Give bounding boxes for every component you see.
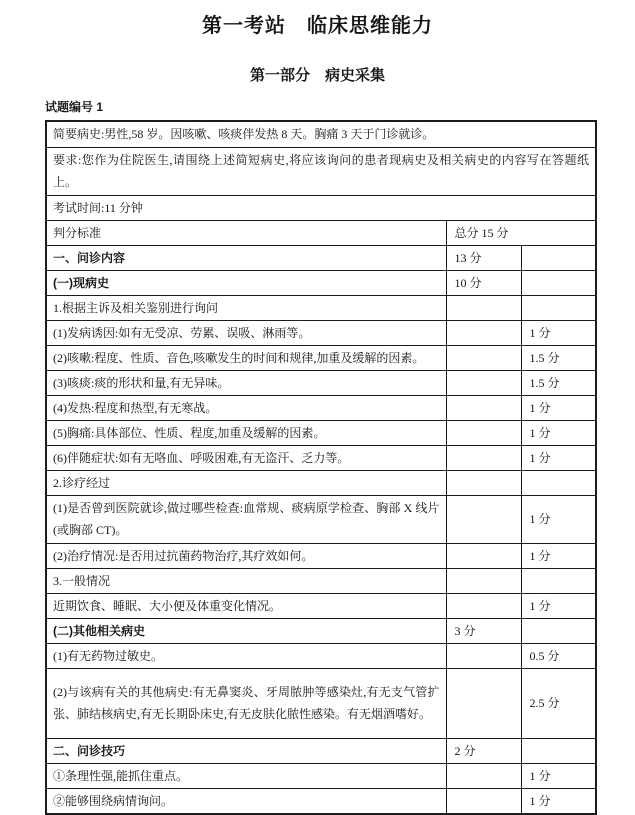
section-score	[446, 445, 521, 470]
criterion-text: (二)其他相关病史	[46, 618, 446, 643]
section-score	[446, 568, 521, 593]
criterion-text: ①条理性强,能抓住重点。	[46, 763, 446, 788]
item-score: 1 分	[521, 445, 596, 470]
section-score	[446, 788, 521, 814]
table-row	[46, 470, 596, 495]
item-score: 1 分	[521, 763, 596, 788]
table-row	[46, 763, 596, 788]
exam-time-text: 考试时间:11 分钟	[46, 195, 596, 220]
requirement-text: 要求:您作为住院医生,请围绕上述简短病史,将应该询问的患者现病史及相关病史的内容写在答题纸上。	[46, 147, 596, 195]
table-row	[46, 395, 596, 420]
item-score	[521, 270, 596, 295]
criterion-text: (6)伴随症状:如有无咯血、呼吸困难,有无盗汗、乏力等。	[46, 445, 446, 470]
criterion-text: (2)治疗情况:是否用过抗菌药物治疗,其疗效如何。	[46, 543, 446, 568]
section-score	[446, 370, 521, 395]
item-score	[521, 470, 596, 495]
criteria-header-label: 判分标准	[46, 220, 446, 245]
section-score: 13 分	[446, 245, 521, 270]
table-row	[46, 668, 596, 738]
section-score: 10 分	[446, 270, 521, 295]
section-score	[446, 395, 521, 420]
item-score: 1 分	[521, 395, 596, 420]
criterion-text: (1)发病诱因:如有无受凉、劳累、误吸、淋雨等。	[46, 320, 446, 345]
section-score	[446, 320, 521, 345]
item-score: 1 分	[521, 593, 596, 618]
criterion-text: 一、问诊内容	[46, 245, 446, 270]
section-score	[446, 668, 521, 738]
table-row-brief-history	[46, 121, 596, 147]
section-score	[446, 643, 521, 668]
table-row-header	[46, 220, 596, 245]
criterion-text: 二、问诊技巧	[46, 738, 446, 763]
item-score	[521, 295, 596, 320]
item-score: 0.5 分	[521, 643, 596, 668]
section-score: 3 分	[446, 618, 521, 643]
criterion-text: 2.诊疗经过	[46, 470, 446, 495]
table-row	[46, 495, 596, 543]
criterion-text: (4)发热:程度和热型,有无寒战。	[46, 395, 446, 420]
exam-number: 试题编号 1	[45, 100, 104, 114]
table-row	[46, 568, 596, 593]
table-row	[46, 445, 596, 470]
table-row	[46, 618, 596, 643]
item-score: 2.5 分	[521, 668, 596, 738]
criterion-text: 近期饮食、睡眠、大小便及体重变化情况。	[46, 593, 446, 618]
item-score: 1 分	[521, 495, 596, 543]
table-row-requirement	[46, 147, 596, 195]
item-score: 1 分	[521, 420, 596, 445]
criterion-text: (3)咳痰:痰的形状和量,有无异味。	[46, 370, 446, 395]
document-page	[0, 14, 635, 808]
table-row	[46, 738, 596, 763]
item-score	[521, 738, 596, 763]
section-score: 2 分	[446, 738, 521, 763]
section-score	[446, 420, 521, 445]
table-row	[46, 643, 596, 668]
criterion-text: (1)有无药物过敏史。	[46, 643, 446, 668]
item-score: 1 分	[521, 788, 596, 814]
item-score	[521, 618, 596, 643]
criterion-text: ②能够围绕病情询问。	[46, 788, 446, 814]
section-score	[446, 470, 521, 495]
table-row	[46, 345, 596, 370]
criterion-text: 1.根据主诉及相关鉴别进行询问	[46, 295, 446, 320]
item-score: 1 分	[521, 320, 596, 345]
table-row	[46, 270, 596, 295]
section-title: 第一部分 病史采集	[249, 68, 385, 84]
section-score	[446, 543, 521, 568]
item-score: 1.5 分	[521, 370, 596, 395]
item-score: 1 分	[521, 543, 596, 568]
item-score: 1.5 分	[521, 345, 596, 370]
section-score	[446, 593, 521, 618]
criterion-text: (2)咳嗽:程度、性质、音色,咳嗽发生的时间和规律,加重及缓解的因素。	[46, 345, 446, 370]
criterion-text: (5)胸痛:具体部位、性质、程度,加重及缓解的因素。	[46, 420, 446, 445]
table-row	[46, 543, 596, 568]
table-row	[46, 370, 596, 395]
criterion-text: 3.一般情况	[46, 568, 446, 593]
item-score	[521, 568, 596, 593]
section-score	[446, 345, 521, 370]
brief-history-text: 简要病史:男性,58 岁。因咳嗽、咳痰伴发热 8 天。胸痛 3 天于门诊就诊。	[46, 121, 596, 147]
table-row	[46, 245, 596, 270]
criterion-text: (一)现病史	[46, 270, 446, 295]
page-title: 第一考站 临床思维能力	[202, 15, 433, 37]
section-score	[446, 495, 521, 543]
section-score	[446, 763, 521, 788]
table-row	[46, 420, 596, 445]
section-score	[446, 295, 521, 320]
table-row	[46, 295, 596, 320]
criterion-text: (2)与该病有关的其他病史:有无鼻窦炎、牙周脓肿等感染灶,有无支气管扩张、肺结核病史,有无长期卧床史,有无皮肤化脓性感染。有无烟酒嗜好。	[46, 668, 446, 738]
criterion-text: (1)是否曾到医院就诊,做过哪些检查:血常规、痰病原学检查、胸部 X 线片(或胸部 CT)。	[46, 495, 446, 543]
table-row-exam-time	[46, 195, 596, 220]
table-row	[46, 320, 596, 345]
table-row	[46, 788, 596, 814]
total-score: 总分 15 分	[446, 220, 596, 245]
item-score	[521, 245, 596, 270]
table-row	[46, 593, 596, 618]
scoring-table	[45, 120, 597, 815]
